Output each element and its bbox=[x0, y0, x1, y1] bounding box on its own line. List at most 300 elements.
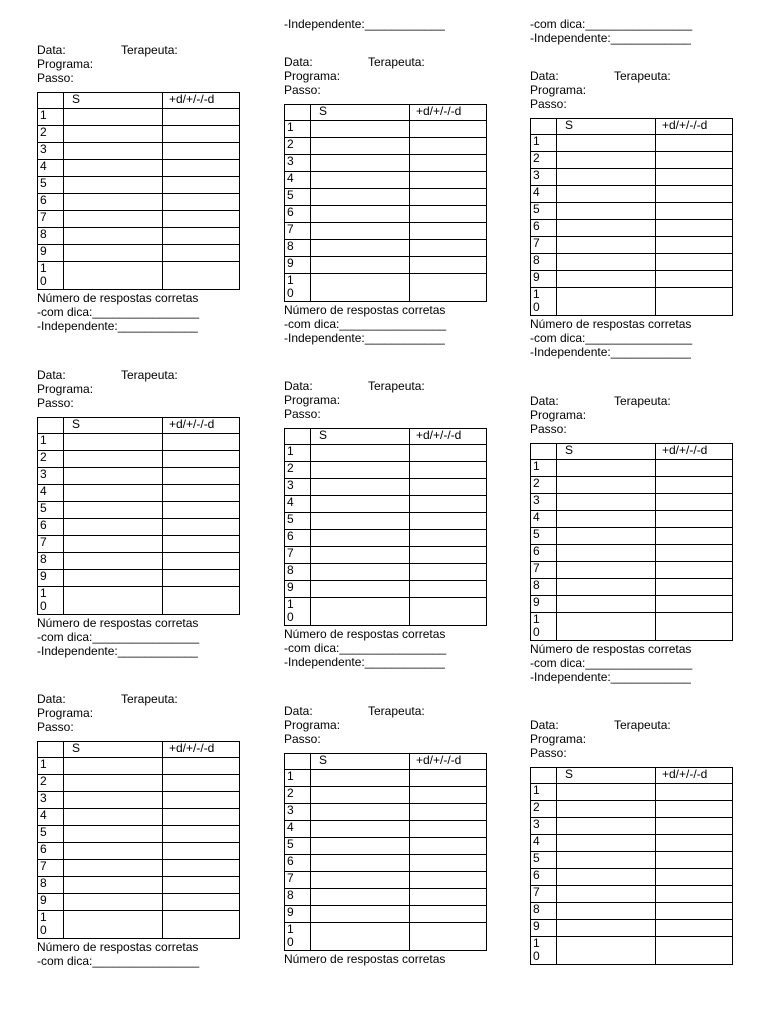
code-cell[interactable] bbox=[656, 237, 733, 254]
code-cell[interactable] bbox=[656, 852, 733, 869]
s-cell[interactable] bbox=[311, 804, 410, 821]
code-cell[interactable] bbox=[163, 519, 240, 536]
code-cell[interactable] bbox=[410, 889, 487, 906]
trial-number: 4 bbox=[531, 511, 557, 528]
code-cell[interactable] bbox=[656, 613, 733, 641]
code-cell[interactable] bbox=[656, 920, 733, 937]
code-cell[interactable] bbox=[163, 775, 240, 792]
s-cell[interactable] bbox=[64, 160, 163, 177]
code-cell[interactable] bbox=[163, 860, 240, 877]
with-hint-line: -com dica:________________ bbox=[37, 630, 200, 644]
s-cell[interactable] bbox=[311, 787, 410, 804]
code-cell[interactable] bbox=[410, 462, 487, 479]
code-cell[interactable] bbox=[410, 872, 487, 889]
code-cell[interactable] bbox=[163, 894, 240, 911]
s-cell[interactable] bbox=[311, 581, 410, 598]
s-cell[interactable] bbox=[64, 126, 163, 143]
s-cell[interactable] bbox=[557, 903, 656, 920]
s-cell[interactable] bbox=[557, 288, 656, 316]
s-cell[interactable] bbox=[557, 494, 656, 511]
s-cell[interactable] bbox=[311, 872, 410, 889]
table-row bbox=[531, 460, 733, 477]
s-cell[interactable] bbox=[557, 920, 656, 937]
s-cell[interactable] bbox=[64, 877, 163, 894]
s-cell[interactable] bbox=[557, 579, 656, 596]
therapist-label: Terapeuta: bbox=[614, 394, 671, 408]
s-cell[interactable] bbox=[64, 860, 163, 877]
table-row bbox=[38, 245, 240, 262]
s-cell[interactable] bbox=[557, 852, 656, 869]
s-cell[interactable] bbox=[311, 172, 410, 189]
code-cell[interactable] bbox=[163, 877, 240, 894]
s-cell[interactable] bbox=[64, 177, 163, 194]
s-cell[interactable] bbox=[311, 462, 410, 479]
code-cell[interactable] bbox=[410, 189, 487, 206]
code-cell[interactable] bbox=[410, 121, 487, 138]
code-cell[interactable] bbox=[163, 109, 240, 126]
independent-line: -Independente:____________ bbox=[37, 644, 198, 658]
table-row bbox=[531, 818, 733, 835]
trial-number: 4 bbox=[531, 186, 557, 203]
s-cell[interactable] bbox=[64, 570, 163, 587]
code-cell[interactable] bbox=[656, 477, 733, 494]
code-cell[interactable] bbox=[163, 228, 240, 245]
s-cell[interactable] bbox=[557, 460, 656, 477]
s-cell[interactable] bbox=[557, 477, 656, 494]
independent-line: -Independente:____________ bbox=[530, 670, 691, 684]
code-cell[interactable] bbox=[410, 906, 487, 923]
trial-number: 1 0 bbox=[38, 262, 64, 290]
code-cell[interactable] bbox=[410, 513, 487, 530]
trial-table bbox=[284, 753, 487, 951]
table-row bbox=[531, 903, 733, 920]
table-row bbox=[38, 451, 240, 468]
s-cell[interactable] bbox=[557, 152, 656, 169]
s-cell[interactable] bbox=[311, 479, 410, 496]
code-cell[interactable] bbox=[410, 530, 487, 547]
s-cell[interactable] bbox=[311, 445, 410, 462]
table-row bbox=[531, 169, 733, 186]
trial-number: 2 bbox=[285, 462, 311, 479]
trial-number: 7 bbox=[38, 211, 64, 228]
s-cell[interactable] bbox=[64, 109, 163, 126]
s-cell[interactable] bbox=[557, 818, 656, 835]
s-cell[interactable] bbox=[557, 203, 656, 220]
trial-number: 6 bbox=[285, 855, 311, 872]
s-cell[interactable] bbox=[311, 923, 410, 951]
code-cell[interactable] bbox=[656, 869, 733, 886]
s-cell[interactable] bbox=[557, 784, 656, 801]
table-row bbox=[531, 528, 733, 545]
trial-number: 7 bbox=[285, 872, 311, 889]
s-cell[interactable] bbox=[311, 121, 410, 138]
blank-header-cell bbox=[285, 429, 311, 445]
table-row bbox=[285, 462, 487, 479]
table-row bbox=[285, 445, 487, 462]
trial-number: 5 bbox=[285, 513, 311, 530]
s-cell[interactable] bbox=[311, 821, 410, 838]
s-cell[interactable] bbox=[64, 228, 163, 245]
s-column-header: S bbox=[311, 429, 410, 445]
trial-number: 3 bbox=[285, 804, 311, 821]
code-cell[interactable] bbox=[410, 598, 487, 626]
trial-number: 7 bbox=[285, 223, 311, 240]
code-cell[interactable] bbox=[163, 809, 240, 826]
code-cell[interactable] bbox=[163, 126, 240, 143]
code-cell[interactable] bbox=[656, 545, 733, 562]
code-cell[interactable] bbox=[163, 536, 240, 553]
code-cell[interactable] bbox=[163, 502, 240, 519]
date-label: Data: bbox=[530, 394, 559, 408]
code-cell[interactable] bbox=[410, 257, 487, 274]
sheet-footer bbox=[284, 303, 490, 345]
table-header-row bbox=[285, 754, 487, 770]
trial-number: 3 bbox=[531, 169, 557, 186]
trial-number: 6 bbox=[531, 545, 557, 562]
s-cell[interactable] bbox=[64, 194, 163, 211]
table-row bbox=[285, 564, 487, 581]
s-cell[interactable] bbox=[64, 536, 163, 553]
code-cell[interactable] bbox=[656, 460, 733, 477]
code-cell[interactable] bbox=[656, 271, 733, 288]
trial-number: 1 bbox=[531, 784, 557, 801]
table-row bbox=[531, 135, 733, 152]
code-cell[interactable] bbox=[163, 485, 240, 502]
s-cell[interactable] bbox=[557, 220, 656, 237]
trial-number: 1 bbox=[285, 445, 311, 462]
step-label: Passo: bbox=[284, 732, 321, 746]
code-cell[interactable] bbox=[656, 169, 733, 186]
code-cell[interactable] bbox=[656, 562, 733, 579]
trial-table bbox=[37, 741, 240, 939]
blank-header-cell bbox=[531, 119, 557, 135]
trial-number: 3 bbox=[285, 155, 311, 172]
table-row bbox=[285, 838, 487, 855]
step-label: Passo: bbox=[530, 422, 567, 436]
table-row bbox=[531, 835, 733, 852]
code-cell[interactable] bbox=[656, 528, 733, 545]
s-cell[interactable] bbox=[64, 485, 163, 502]
s-column-header: S bbox=[557, 444, 656, 460]
sheet-header bbox=[37, 692, 243, 734]
s-cell[interactable] bbox=[311, 138, 410, 155]
s-cell[interactable] bbox=[64, 826, 163, 843]
record-sheet bbox=[37, 43, 243, 333]
code-cell[interactable] bbox=[656, 511, 733, 528]
table-row bbox=[285, 889, 487, 906]
s-cell[interactable] bbox=[557, 613, 656, 641]
s-cell[interactable] bbox=[311, 189, 410, 206]
therapist-label: Terapeuta: bbox=[368, 704, 425, 718]
therapist-label: Terapeuta: bbox=[121, 368, 178, 382]
code-cell[interactable] bbox=[163, 434, 240, 451]
code-cell[interactable] bbox=[410, 240, 487, 257]
s-cell[interactable] bbox=[311, 274, 410, 302]
s-cell[interactable] bbox=[311, 598, 410, 626]
trial-number: 5 bbox=[531, 203, 557, 220]
code-cell[interactable] bbox=[163, 160, 240, 177]
code-cell[interactable] bbox=[656, 784, 733, 801]
s-cell[interactable] bbox=[311, 530, 410, 547]
s-cell[interactable] bbox=[557, 562, 656, 579]
s-cell[interactable] bbox=[311, 855, 410, 872]
table-row bbox=[38, 826, 240, 843]
code-cell[interactable] bbox=[410, 206, 487, 223]
table-row bbox=[531, 477, 733, 494]
code-cell[interactable] bbox=[410, 496, 487, 513]
table-row bbox=[531, 152, 733, 169]
with-hint-line: -com dica:________________ bbox=[284, 317, 447, 331]
code-cell[interactable] bbox=[656, 494, 733, 511]
code-cell[interactable] bbox=[163, 553, 240, 570]
code-cell[interactable] bbox=[656, 135, 733, 152]
s-cell[interactable] bbox=[311, 240, 410, 257]
s-cell[interactable] bbox=[311, 496, 410, 513]
code-cell[interactable] bbox=[410, 564, 487, 581]
code-cell[interactable] bbox=[163, 792, 240, 809]
table-header-row bbox=[38, 418, 240, 434]
trial-number: 1 0 bbox=[285, 274, 311, 302]
trial-number: 5 bbox=[38, 826, 64, 843]
code-cell[interactable] bbox=[163, 177, 240, 194]
s-cell[interactable] bbox=[64, 245, 163, 262]
s-cell[interactable] bbox=[557, 254, 656, 271]
table-row bbox=[38, 519, 240, 536]
code-cell[interactable] bbox=[163, 194, 240, 211]
independent-line: -Independente:____________ bbox=[284, 331, 445, 345]
table-row bbox=[531, 852, 733, 869]
code-cell[interactable] bbox=[163, 245, 240, 262]
s-cell[interactable] bbox=[311, 770, 410, 787]
code-cell[interactable] bbox=[656, 254, 733, 271]
trial-number: 3 bbox=[38, 143, 64, 160]
sheet-header bbox=[37, 368, 243, 410]
sheet-header bbox=[530, 69, 736, 111]
s-cell[interactable] bbox=[64, 519, 163, 536]
trial-number: 2 bbox=[531, 801, 557, 818]
s-cell[interactable] bbox=[557, 271, 656, 288]
code-column-header: +d/+/-/-d bbox=[656, 444, 733, 460]
s-cell[interactable] bbox=[557, 528, 656, 545]
code-cell[interactable] bbox=[163, 758, 240, 775]
s-cell[interactable] bbox=[64, 775, 163, 792]
sheet-header bbox=[530, 394, 736, 436]
code-cell[interactable] bbox=[163, 262, 240, 290]
trial-number: 8 bbox=[38, 228, 64, 245]
code-cell[interactable] bbox=[410, 787, 487, 804]
s-cell[interactable] bbox=[557, 186, 656, 203]
code-cell[interactable] bbox=[410, 770, 487, 787]
code-cell[interactable] bbox=[163, 843, 240, 860]
code-cell[interactable] bbox=[410, 274, 487, 302]
code-cell[interactable] bbox=[163, 587, 240, 615]
s-cell[interactable] bbox=[64, 143, 163, 160]
sheet-footer bbox=[530, 317, 736, 359]
therapist-label: Terapeuta: bbox=[614, 718, 671, 732]
table-row bbox=[285, 189, 487, 206]
code-cell[interactable] bbox=[410, 445, 487, 462]
code-cell[interactable] bbox=[410, 855, 487, 872]
table-row bbox=[531, 254, 733, 271]
s-cell[interactable] bbox=[557, 835, 656, 852]
s-cell[interactable] bbox=[311, 257, 410, 274]
sheet-footer bbox=[284, 952, 490, 966]
s-cell[interactable] bbox=[557, 511, 656, 528]
table-row bbox=[285, 206, 487, 223]
table-row bbox=[38, 843, 240, 860]
code-cell[interactable] bbox=[410, 172, 487, 189]
correct-responses-label: Número de respostas corretas bbox=[37, 940, 199, 954]
trial-number: 1 0 bbox=[285, 923, 311, 951]
table-row bbox=[38, 262, 240, 290]
table-header-row bbox=[531, 119, 733, 135]
s-cell[interactable] bbox=[557, 801, 656, 818]
code-cell[interactable] bbox=[656, 579, 733, 596]
s-cell[interactable] bbox=[64, 911, 163, 939]
s-cell[interactable] bbox=[311, 889, 410, 906]
s-cell[interactable] bbox=[557, 169, 656, 186]
s-cell[interactable] bbox=[64, 451, 163, 468]
table-row bbox=[38, 553, 240, 570]
code-cell[interactable] bbox=[656, 801, 733, 818]
trial-number: 9 bbox=[38, 570, 64, 587]
s-cell[interactable] bbox=[64, 809, 163, 826]
s-cell[interactable] bbox=[64, 468, 163, 485]
code-cell[interactable] bbox=[410, 838, 487, 855]
code-cell[interactable] bbox=[163, 468, 240, 485]
trial-number: 1 bbox=[285, 121, 311, 138]
table-row bbox=[285, 138, 487, 155]
trial-number: 1 0 bbox=[531, 613, 557, 641]
trial-number: 6 bbox=[38, 194, 64, 211]
code-cell[interactable] bbox=[656, 937, 733, 965]
trial-number: 1 bbox=[38, 758, 64, 775]
table-row bbox=[531, 937, 733, 965]
record-sheet bbox=[37, 368, 243, 658]
with-hint-line: -com dica:________________ bbox=[284, 641, 447, 655]
code-cell[interactable] bbox=[410, 223, 487, 240]
s-cell[interactable] bbox=[311, 564, 410, 581]
code-cell[interactable] bbox=[163, 570, 240, 587]
s-cell[interactable] bbox=[557, 237, 656, 254]
code-cell[interactable] bbox=[656, 596, 733, 613]
s-cell[interactable] bbox=[64, 792, 163, 809]
code-cell[interactable] bbox=[410, 581, 487, 598]
table-row bbox=[531, 596, 733, 613]
sheet-footer bbox=[37, 940, 243, 968]
s-cell[interactable] bbox=[64, 211, 163, 228]
table-row bbox=[38, 877, 240, 894]
code-cell[interactable] bbox=[410, 155, 487, 172]
table-row bbox=[285, 513, 487, 530]
trial-number: 8 bbox=[285, 889, 311, 906]
table-row bbox=[285, 804, 487, 821]
code-cell[interactable] bbox=[656, 152, 733, 169]
s-cell[interactable] bbox=[64, 262, 163, 290]
code-cell[interactable] bbox=[163, 451, 240, 468]
code-cell[interactable] bbox=[656, 220, 733, 237]
code-cell[interactable] bbox=[410, 804, 487, 821]
trial-number: 4 bbox=[531, 835, 557, 852]
s-cell[interactable] bbox=[311, 547, 410, 564]
s-cell[interactable] bbox=[311, 155, 410, 172]
code-cell[interactable] bbox=[163, 211, 240, 228]
trial-number: 5 bbox=[38, 177, 64, 194]
s-cell[interactable] bbox=[64, 843, 163, 860]
program-label: Programa: bbox=[284, 718, 341, 732]
code-cell[interactable] bbox=[656, 203, 733, 220]
code-cell[interactable] bbox=[163, 143, 240, 160]
table-row bbox=[285, 872, 487, 889]
table-row bbox=[38, 860, 240, 877]
code-cell[interactable] bbox=[656, 903, 733, 920]
code-cell[interactable] bbox=[656, 835, 733, 852]
code-cell[interactable] bbox=[410, 821, 487, 838]
table-row bbox=[38, 570, 240, 587]
code-cell[interactable] bbox=[410, 138, 487, 155]
trial-number: 9 bbox=[285, 581, 311, 598]
s-cell[interactable] bbox=[64, 434, 163, 451]
trial-number: 1 0 bbox=[531, 937, 557, 965]
s-cell[interactable] bbox=[64, 894, 163, 911]
code-cell[interactable] bbox=[410, 923, 487, 951]
s-cell[interactable] bbox=[557, 869, 656, 886]
s-cell[interactable] bbox=[557, 545, 656, 562]
s-cell[interactable] bbox=[311, 838, 410, 855]
code-cell[interactable] bbox=[163, 826, 240, 843]
s-cell[interactable] bbox=[64, 553, 163, 570]
table-header-row bbox=[38, 93, 240, 109]
trial-number: 7 bbox=[285, 547, 311, 564]
trial-number: 9 bbox=[285, 906, 311, 923]
s-cell[interactable] bbox=[557, 937, 656, 965]
trial-number: 3 bbox=[285, 479, 311, 496]
independent-line: -Independente:____________ bbox=[284, 655, 445, 669]
code-cell[interactable] bbox=[656, 288, 733, 316]
program-label: Programa: bbox=[530, 408, 587, 422]
code-cell[interactable] bbox=[656, 186, 733, 203]
s-cell[interactable] bbox=[311, 206, 410, 223]
code-cell[interactable] bbox=[410, 547, 487, 564]
code-cell[interactable] bbox=[656, 886, 733, 903]
step-label: Passo: bbox=[284, 83, 321, 97]
s-cell[interactable] bbox=[311, 906, 410, 923]
sheet-header bbox=[37, 43, 243, 85]
independent-line: -Independente:____________ bbox=[37, 319, 198, 333]
therapist-label: Terapeuta: bbox=[368, 379, 425, 393]
trial-number: 3 bbox=[38, 468, 64, 485]
s-cell[interactable] bbox=[311, 223, 410, 240]
code-cell[interactable] bbox=[656, 818, 733, 835]
code-cell[interactable] bbox=[163, 911, 240, 939]
sheet-header bbox=[284, 55, 490, 97]
s-cell[interactable] bbox=[557, 886, 656, 903]
s-column-header: S bbox=[311, 105, 410, 121]
trial-number: 4 bbox=[38, 485, 64, 502]
sheet-footer bbox=[37, 616, 243, 658]
table-row bbox=[285, 787, 487, 804]
trial-number: 2 bbox=[285, 787, 311, 804]
s-cell[interactable] bbox=[64, 587, 163, 615]
code-cell[interactable] bbox=[410, 479, 487, 496]
s-cell[interactable] bbox=[557, 135, 656, 152]
table-row bbox=[531, 237, 733, 254]
table-row bbox=[38, 109, 240, 126]
s-cell[interactable] bbox=[64, 502, 163, 519]
s-cell[interactable] bbox=[311, 513, 410, 530]
s-cell[interactable] bbox=[557, 596, 656, 613]
s-cell[interactable] bbox=[64, 758, 163, 775]
